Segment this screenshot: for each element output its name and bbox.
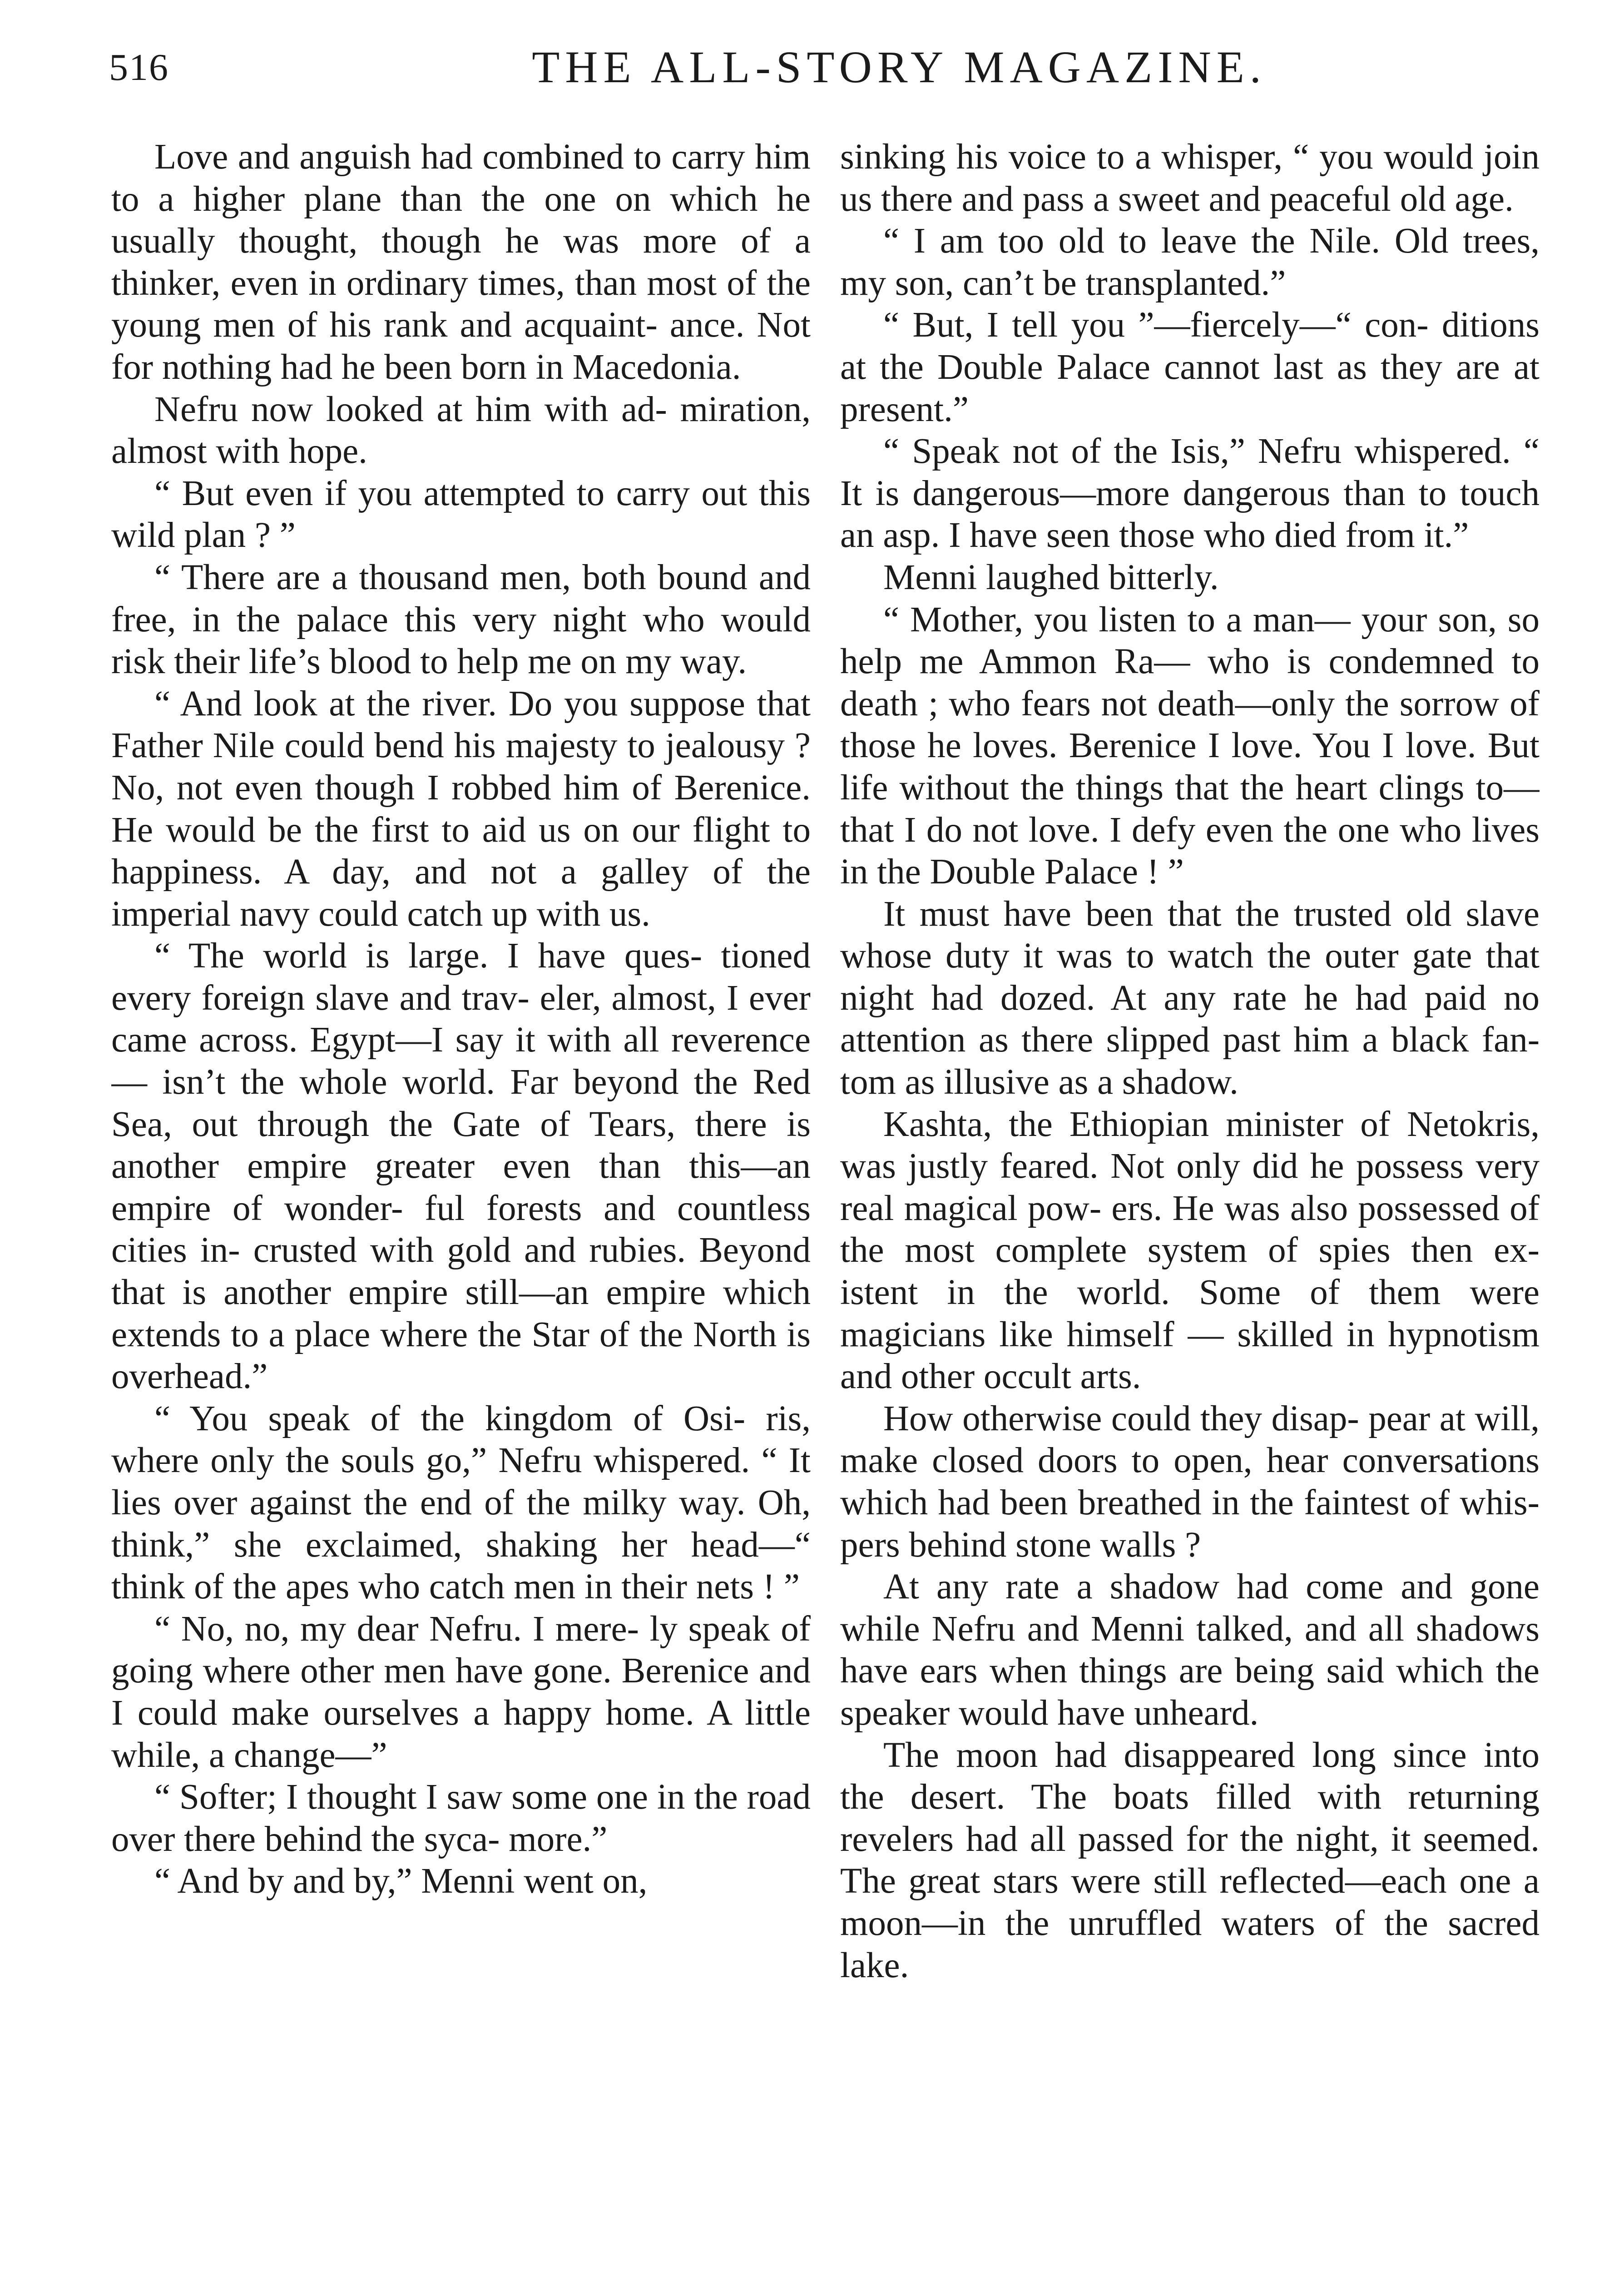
paragraph: The moon had disappeared long since into the desert. The boats filled with returning revelers had all passed for the night, it seemed. The great stars were still reflected—each one a moon—in the unruffled waters of the sacred lake.	[840, 1735, 1540, 1985]
paragraph: sinking his voice to a whisper, “ you would join us there and pass a sweet and peaceful old age.	[840, 137, 1540, 219]
paragraph: “ And by and by,” Menni went on,	[154, 1861, 648, 1901]
paragraph: “ And look at the river. Do you suppose that Father Nile could bend his majesty to jealousy ? No, not even though I robbed him of Berenice. He would be the first to aid us on our flight to happiness. A day, and not a galley of the imperial navy could catch up with us.	[111, 684, 811, 934]
paragraph: How otherwise could they disap- pear at will, make closed doors to open, hear conversations which had been breathed in the faintest of whis- pers behind stone walls ?	[840, 1398, 1540, 1565]
paragraph: “ You speak of the kingdom of Osi- ris, where only the souls go,” Nefru whispered. “ It lies over against the end of the milky way. Oh, think,” she exclaimed, shaking her head—“ think of the apes who catch men in their nets ! ”	[111, 1398, 811, 1607]
paragraph: “ There are a thousand men, both bound and free, in the palace this very night who would risk their life’s blood to help me on my way.	[111, 557, 811, 682]
paragraph: “ I am too old to leave the Nile. Old trees, my son, can’t be transplanted.”	[840, 221, 1540, 303]
page-number: 516	[109, 46, 169, 89]
paragraph: Nefru now looked at him with ad- miration, almost with hope.	[111, 389, 811, 471]
paragraph: Menni laughed bitterly.	[883, 557, 1219, 597]
right-column	[840, 136, 1540, 2271]
paragraph: “ But, I tell you ”—fiercely—“ con- ditions at the Double Palace cannot last as they are at present.”	[840, 305, 1540, 429]
paragraph: “ Mother, you listen to a man— your son, so help me Ammon Ra— who is condemned to death ; who fears not death—only the sorrow of those he loves. Berenice I love. You I love. But life without the things that the heart clings to—that I do not love. I defy even the one who lives in the Double Palace ! ”	[840, 600, 1540, 892]
paragraph: Kashta, the Ethiopian minister of Netokris, was justly feared. Not only did he possess very real magical pow- ers. He was also possessed of the most complete system of spies then ex- istent in the world. Some of them were magicians like himself — skilled in hypnotism and other occult arts.	[840, 1104, 1540, 1397]
running-title: THE ALL-STORY MAGAZINE.	[532, 42, 1267, 92]
paragraph: “ The world is large. I have ques- tioned every foreign slave and trav- eler, almost, I ever came across. Egypt—I say it with all reverence— isn’t the whole world. Far beyond the Red Sea, out through the Gate of Tears, there is another empire greater even than this—an empire of wonder- ful forests and countless cities in- crusted with gold and rubies. Beyond that is another empire still—an empire which extends to a place where the Star of the North is overhead.”	[111, 936, 811, 1397]
paragraph: “ Speak not of the Isis,” Nefru whispered. “ It is dangerous—more dangerous than to touch an asp. I have seen those who died from it.”	[840, 431, 1540, 555]
left-column	[111, 136, 811, 2271]
paragraph: “ But even if you attempted to carry out this wild plan ? ”	[111, 473, 811, 555]
paragraph: “ Softer; I thought I saw some one in the road over there behind the syca- more.”	[111, 1777, 811, 1859]
paragraph: At any rate a shadow had come and gone while Nefru and Menni talked, and all shadows have ears when things are being said which the speaker would have unheard.	[840, 1567, 1540, 1733]
paragraph: It must have been that the trusted old slave whose duty it was to watch the outer gate that night had dozed. At any rate he had paid no attention as there slipped past him a black fan- tom as illusive as a shadow.	[840, 894, 1540, 1102]
page-header	[109, 41, 1526, 104]
paragraph: “ No, no, my dear Nefru. I mere- ly speak of going where other men have gone. Berenice and I could make ourselves a happy home. A little while, a change—”	[111, 1609, 811, 1775]
paragraph: Love and anguish had combined to carry him to a higher plane than the one on which he usually thought, though he was more of a thinker, even in ordinary times, than most of the young men of his rank and acquaint- ance. Not for nothing had he been born in Macedonia.	[111, 137, 811, 387]
